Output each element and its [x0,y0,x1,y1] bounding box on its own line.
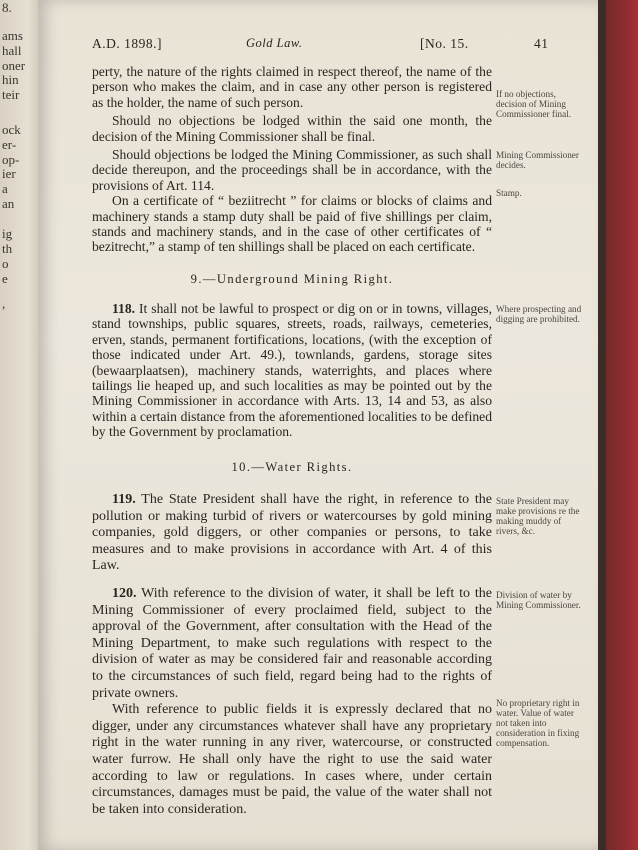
prev-fragment: th [2,241,13,256]
page-number: 41 [534,36,549,51]
article-number: 120. [112,586,137,601]
margin-note: If no objections, decision of Mining Commissioner final. [496,89,572,119]
article-text: It shall not be lawful to prospect or dig on or in towns, villages, stand townships, public squares, streets, roads, railways, cemeteries, erven, stands, permanent fortifications, locations, (with the exception of those indicated under Art. 49.), townlands, gardens, storage sites (bewaarplaatsen), machinery stands, waterrights, and places where tailings lie heaped up, and such localities as may be pointed out by the Mining Commissioner in accordance with Arts. 13, 14 and 53, as also within a certain distance from the aforementioned localities to be defined by the Government by proclamation. [92,301,492,440]
prev-fragment: a [2,181,8,196]
section-heading: 9.—Underground Mining Right. [190,272,394,286]
prev-fragment: , [2,296,6,311]
article-number: 118. [112,301,136,316]
paragraph: With reference to public fields it is expressly declared that no digger, under any circumstances whatever shall have any proprietary right in the water running in any river, watercourse, or constructed water furrow. He shall only have the right to use the said water according to law or regulations. In cases where, under certain circumstances, damages must be paid, the value of the water shall not be taken into consideration. [92,702,492,817]
margin-note: Division of water by Mining Commissioner. [496,590,581,610]
margin-note: Mining Commissioner decides. [496,150,579,170]
prev-fragment: e [2,271,8,286]
margin-note: Stamp. [496,188,522,198]
paragraph: Should no objections be lodged within the said one month, the decision of the Mining Commissioner shall be final. [92,113,492,144]
article-120 [92,586,492,818]
prev-fragment: ig [2,226,13,241]
prev-fragment: oner [2,58,26,73]
article-118 [92,301,492,440]
prev-fragment: hin [2,72,19,87]
prev-fragment: o [2,256,9,271]
margin-note: Where prospecting and digging are prohibited. [496,304,582,324]
section-heading: 10.—Water Rights. [231,460,353,474]
article-text: The State President shall have the right, in reference to the pollution or making turbid of rivers or watercourses by gold mining companies, gold diggers, or other companies or persons, to take measures and to make provisions in accordance with Art. 4 of this Law. [92,492,492,574]
prev-fragment: ock [2,122,21,137]
prev-fragment: 8. [2,0,12,15]
prev-fragment: hall [2,43,22,58]
header-law-number: [No. 15. [420,36,469,51]
prev-fragment: ier [2,166,16,181]
header-year: A.D. 1898.] [92,36,162,51]
prev-fragment: ams [2,28,23,43]
article-text: With reference to the division of water, it shall be left to the Mining Commissioner of every proclaimed field, subject to the approval of the Government, after consultation with the Head of the Mining Department, to make such regulations with respect to the division of water as may be considered fair and reasonable according to the circumstances of such field, regard being had to the rights of private owners. [92,586,492,701]
book-page [38,0,598,850]
previous-page-edge [0,0,40,850]
prev-fragment: an [2,196,15,211]
prev-fragment: er- [2,137,17,152]
paragraph: Should objections be lodged the Mining Commissioner, as such shall decide thereupon, and the proceedings shall be in accordance, with the provisions of Art. 114. [92,147,492,193]
paragraph: On a certificate of “ beziitrecht ” for claims or blocks of claims and machinery stands a stamp duty shall be paid of five shillings per claim, stands and machinery stands, and in the case of other certificates of “ bezitrecht,” a stamp of ten shillings shall be placed on each certificate. [92,193,492,255]
text-block-top [92,64,492,255]
margin-note: No proprietary right in water. Value of water not taken into consideration in fixing compensation. [496,698,580,748]
article-number: 119. [112,492,136,507]
prev-fragment: teir [2,87,20,102]
paragraph: perty, the nature of the rights claimed in respect thereof, the name of the person who makes the claim, and in case any other person is registered as the holder, the name of such person. [92,64,492,110]
prev-fragment: op- [2,152,20,167]
header-title: Gold Law. [246,36,303,50]
margin-note: State President may make provisions re the making muddy of rivers, &c. [496,496,580,536]
article-119 [92,492,492,575]
